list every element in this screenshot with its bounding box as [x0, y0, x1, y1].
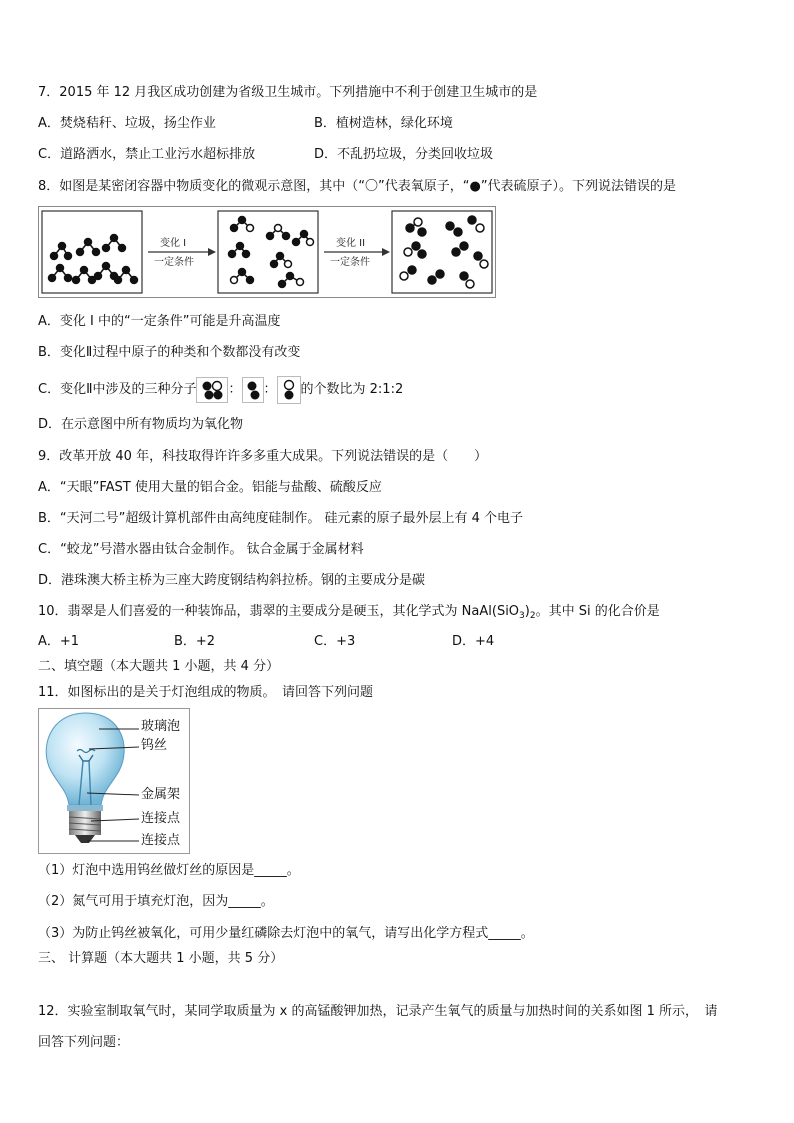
q8-option-a: A．变化 I 中的“一定条件”可能是升高温度	[38, 314, 281, 329]
q7-option-c: C．道路洒水，禁止工业污水超标排放	[38, 147, 256, 162]
q11-part-3: （3）为防止钨丝被氧化，可用少量红磷除去灯泡中的氧气，请写出化学方程式_____。	[38, 926, 534, 941]
q10-option-c: C．+3	[314, 634, 356, 649]
q10-stem: 10．翡翠是人们喜爱的一种装饰品，翡翠的主要成分是硬玉，其化学式为 $NaAl(SiO_3)_2$。其中 Si 的化合价是	[38, 604, 660, 621]
q8-stem: 8．如图是某密闭容器中物质变化的微观示意图，其中（“〇”代表氧原子，“●”代表硫原子）。下列说法错误的是	[38, 179, 677, 194]
so2-molecule-icon	[277, 376, 301, 404]
q10-option-d: D．+4	[452, 634, 495, 649]
arrow2-top-label: 变化 II	[336, 238, 366, 249]
q10-option-a: A．+1	[38, 634, 80, 649]
q11-part-1: （1）灯泡中选用钨丝做灯丝的原因是_____。	[38, 863, 300, 878]
q8-option-c-sep2: ：	[263, 382, 277, 397]
q9-option-a: A．“天眼”FAST 使用大量的铝合金。铝能与盐酸、硫酸反应	[38, 480, 382, 495]
arrow2-bottom-label: 一定条件	[330, 257, 370, 268]
arrow1-top-label: 变化 I	[160, 238, 187, 249]
q8-option-c-suffix: 的个数比为 2:1:2	[300, 382, 404, 397]
molecule-change-diagram	[38, 206, 496, 298]
q7-stem: 7．2015 年 12 月我区成功创建为省级卫生城市。下列措施中不利于创建卫生城市的是	[38, 85, 538, 100]
section-3-heading: 三、 计算题（本大题共 1 小题，共 5 分）	[38, 951, 284, 966]
q7-option-b: B．植树造林，绿化环境	[314, 116, 453, 131]
q11-part-2: （2）氮气可用于填充灯泡，因为_____。	[38, 894, 274, 909]
q8-option-b: B．变化Ⅱ过程中原子的种类和个数都没有改变	[38, 345, 301, 360]
q7-option-a: A．焚烧秸秆、垃圾，扬尘作业	[38, 116, 216, 131]
q8-option-c	[38, 378, 403, 402]
so3-molecule-icon	[196, 377, 228, 403]
q10-option-b: B．+2	[174, 634, 216, 649]
section-2-heading: 二、填空题（本大题共 1 小题，共 4 分）	[38, 659, 280, 674]
q8-option-c-sep1: ：	[228, 382, 242, 397]
label-contact-point-2: 连接点	[141, 833, 181, 848]
q12-line-1: 12．实验室制取氧气时，某同学取质量为 x 的高锰酸钾加热，记录产生氧气的质量与加热时间的关系如图 1 所示， 请	[38, 1004, 718, 1019]
label-metal-frame: 金属架	[141, 787, 181, 802]
q11-stem: 11．如图标出的是关于灯泡组成的物质。 请回答下列问题	[38, 685, 374, 700]
label-tungsten-wire: 钨丝	[141, 738, 168, 753]
q12-line-2: 回答下列问题：	[38, 1035, 130, 1050]
arrow1-bottom-label: 一定条件	[154, 257, 194, 268]
label-contact-point-1: 连接点	[141, 811, 181, 826]
q9-option-c: C．“蛟龙”号潜水器由钛合金制作。 钛合金属于金属材料	[38, 542, 364, 557]
o2-molecule-icon	[242, 377, 264, 403]
q7-option-d: D．不乱扔垃圾，分类回收垃圾	[314, 147, 494, 162]
light-bulb-figure	[38, 708, 190, 854]
label-glass-bulb: 玻璃泡	[141, 719, 181, 734]
q8-option-c-prefix: C．变化Ⅱ中涉及的三种分子	[38, 382, 197, 397]
q8-option-d: D．在示意图中所有物质均为氧化物	[38, 417, 244, 432]
q9-stem: 9．改革开放 40 年，科技取得许许多多重大成果。下列说法错误的是（ ）	[38, 449, 488, 464]
q9-option-d: D．港珠澳大桥主桥为三座大跨度钢结构斜拉桥。钢的主要成分是碳	[38, 573, 426, 588]
q9-option-b: B．“天河二号”超级计算机部件由高纯度硅制作。 硅元素的原子最外层上有 4 个电子	[38, 511, 524, 526]
